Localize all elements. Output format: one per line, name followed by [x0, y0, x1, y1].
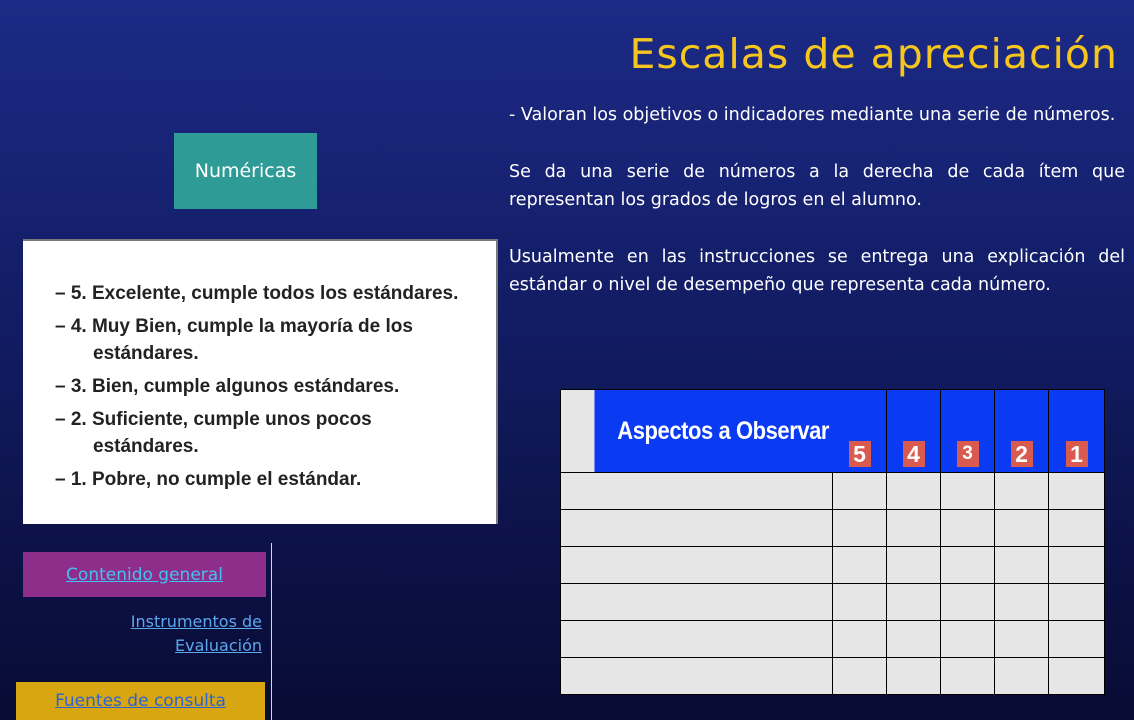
aspect-cell — [561, 510, 833, 547]
numericas-badge: Numéricas — [174, 133, 317, 209]
score-cell — [887, 547, 941, 584]
score-cell — [941, 584, 995, 621]
score-cell — [995, 547, 1049, 584]
header-score-1 — [1049, 390, 1105, 473]
scale-item-5: – 5. Excelente, cumple todos los estándares. — [55, 283, 459, 304]
table-row — [561, 510, 1105, 547]
score-cell — [1049, 510, 1105, 547]
score-cell — [941, 621, 995, 658]
score-cell — [995, 510, 1049, 547]
score-cell — [833, 621, 887, 658]
score-cell — [833, 658, 887, 695]
table-header-row — [561, 390, 1105, 473]
scale-legend-box — [23, 239, 498, 524]
score-cell — [941, 510, 995, 547]
nav-fuentes-link[interactable]: Fuentes de consulta — [16, 682, 265, 720]
score-cell — [941, 547, 995, 584]
paragraph-3: Usualmente en las instrucciones se entrega una explicación del estándar o nivel de desempeño que representa cada número. — [509, 247, 1125, 295]
score-cell — [833, 510, 887, 547]
nav-instrumentos-link[interactable]: Instrumentos de Evaluación — [130, 612, 262, 655]
score-cell — [887, 658, 941, 695]
table-row — [561, 473, 1105, 510]
header-score-2 — [995, 390, 1049, 473]
header-score-4 — [887, 390, 941, 473]
table-row — [561, 621, 1105, 658]
scale-item-3: – 3. Bien, cumple algunos estándares. — [55, 376, 400, 397]
aspect-cell — [561, 473, 833, 510]
score-badge: 4 — [903, 441, 925, 467]
score-cell — [995, 658, 1049, 695]
description-text — [509, 101, 1125, 328]
table-row — [561, 547, 1105, 584]
table-row — [561, 658, 1105, 695]
score-cell — [887, 584, 941, 621]
score-badge: 3 — [957, 441, 979, 467]
score-cell — [1049, 621, 1105, 658]
score-cell — [833, 473, 887, 510]
table-row — [561, 584, 1105, 621]
nav-divider — [271, 543, 272, 720]
score-badge: 5 — [849, 441, 871, 467]
score-cell — [1049, 547, 1105, 584]
observation-table — [560, 389, 1105, 695]
scale-item-2: – 2. Suficiente, cumple unos pocos estándares. — [55, 409, 372, 457]
header-aspectos: Aspectos a Observar — [593, 390, 832, 473]
header-score-5 — [833, 390, 887, 473]
score-cell — [995, 584, 1049, 621]
paragraph-2: Se da una serie de números a la derecha de cada ítem que representan los grados de logros en el alumno. — [509, 162, 1125, 210]
score-cell — [1049, 473, 1105, 510]
score-cell — [941, 658, 995, 695]
score-cell — [995, 621, 1049, 658]
score-cell — [833, 547, 887, 584]
score-cell — [887, 621, 941, 658]
scale-item-4: – 4. Muy Bien, cumple la mayoría de los estándares. — [55, 316, 413, 364]
score-cell — [887, 473, 941, 510]
header-score-3 — [941, 390, 995, 473]
aspect-cell — [561, 584, 833, 621]
aspect-cell — [561, 547, 833, 584]
aspect-cell — [561, 658, 833, 695]
score-cell — [995, 473, 1049, 510]
score-cell — [1049, 658, 1105, 695]
nav-contenido-general-link[interactable]: Contenido general — [23, 552, 266, 597]
aspect-cell — [561, 621, 833, 658]
score-badge: 1 — [1066, 441, 1088, 467]
score-cell — [941, 473, 995, 510]
score-cell — [1049, 584, 1105, 621]
score-cell — [833, 584, 887, 621]
score-cell — [887, 510, 941, 547]
score-badge: 2 — [1011, 441, 1033, 467]
page-title: Escalas de apreciación — [629, 30, 1118, 78]
scale-item-1: – 1. Pobre, no cumple el estándar. — [55, 469, 362, 490]
paragraph-1: - Valoran los objetivos o indicadores mediante una serie de números. — [509, 105, 1116, 125]
